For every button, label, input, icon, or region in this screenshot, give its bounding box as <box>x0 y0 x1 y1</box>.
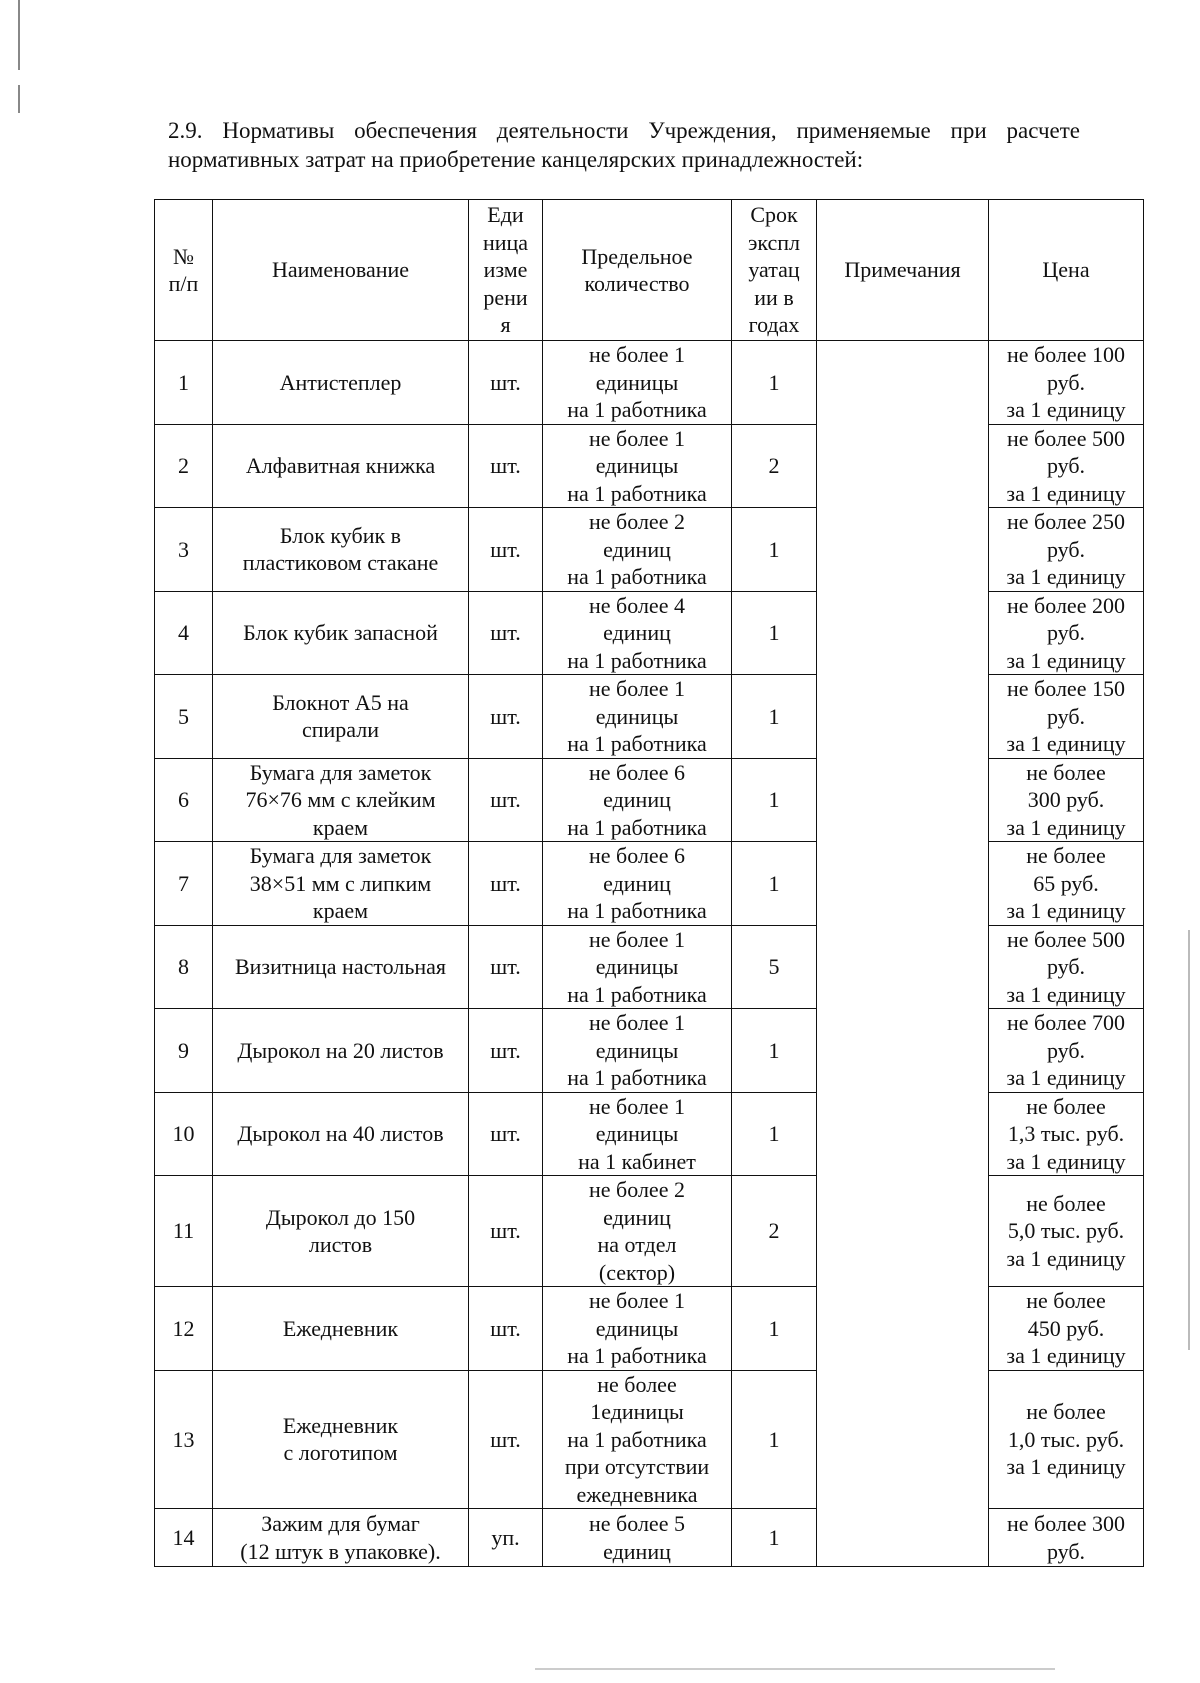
row-number-cell: 13 <box>155 1370 213 1509</box>
cell-line: не более <box>1026 1093 1106 1119</box>
header-notes <box>817 200 989 341</box>
cell-line: не более 1 <box>589 1010 685 1035</box>
quantity-cell <box>543 1509 732 1567</box>
unit-cell: шт. <box>469 1176 543 1287</box>
row-number-cell: 1 <box>155 341 213 425</box>
cell-line: на 1 работника <box>567 647 707 673</box>
cell-line: руб. <box>1046 369 1086 395</box>
cell-line: краем <box>312 898 369 923</box>
cell-line: Ежедневник <box>282 1412 399 1438</box>
cell-line: за 1 единицу <box>1006 397 1126 422</box>
cell-line: не более 300 <box>1007 1511 1125 1536</box>
header-unit <box>469 200 543 341</box>
item-name-cell <box>213 842 469 926</box>
price-cell <box>989 1509 1144 1567</box>
cell-line: Дырокол на 20 листов <box>237 1037 444 1063</box>
cell-line: рени <box>483 284 528 310</box>
price-cell <box>989 1287 1144 1371</box>
header-quantity <box>543 200 732 341</box>
term-cell: 1 <box>732 1370 817 1509</box>
quantity-cell <box>543 758 732 842</box>
cell-line: не более 2 <box>589 1177 685 1202</box>
table-row <box>155 341 1144 425</box>
table-row <box>155 675 1144 759</box>
cell-line: не более 100 <box>1007 342 1125 367</box>
header-term <box>732 200 817 341</box>
unit-cell: шт. <box>469 424 543 508</box>
quantity-cell <box>543 591 732 675</box>
quantity-cell <box>543 508 732 592</box>
row-number-cell: 14 <box>155 1509 213 1567</box>
cell-line: Примечания <box>844 257 961 283</box>
cell-line: руб. <box>1046 453 1086 478</box>
item-name-cell <box>213 1509 469 1567</box>
cell-line: 450 руб. <box>1027 1315 1105 1341</box>
row-number-cell: 12 <box>155 1287 213 1371</box>
unit-cell: уп. <box>469 1509 543 1567</box>
price-cell <box>989 925 1144 1009</box>
cell-line: за 1 единицу <box>1006 480 1126 506</box>
item-name-cell <box>213 1287 469 1371</box>
cell-line: на 1 работника <box>567 981 707 1007</box>
row-number-cell: 5 <box>155 675 213 759</box>
cell-line: не более 1 <box>589 1288 685 1313</box>
cell-line: 1,0 тыс. руб. <box>1007 1426 1125 1452</box>
cell-line: 1,3 тыс. руб. <box>1007 1121 1125 1146</box>
cell-line: за 1 единицу <box>1006 647 1126 673</box>
cell-line: я <box>500 312 511 338</box>
cell-line: на 1 кабинет <box>578 1148 696 1174</box>
term-cell: 1 <box>732 1009 817 1093</box>
cell-line: за 1 единицу <box>1006 1343 1126 1368</box>
cell-line: за 1 единицу <box>1006 731 1126 756</box>
cell-line: не более 200 <box>1007 592 1125 618</box>
cell-line: уатац <box>748 257 800 283</box>
cell-line: не более 2 <box>589 509 685 534</box>
cell-line: единицы <box>595 1121 679 1146</box>
cell-line: количество <box>584 271 690 296</box>
cell-line: за 1 единицу <box>1006 981 1126 1007</box>
cell-line: Цена <box>1042 257 1090 283</box>
cell-line: Блокнот А5 на <box>272 689 409 715</box>
item-name-cell <box>213 675 469 759</box>
stationery-norms-table <box>154 199 1144 1567</box>
price-cell <box>989 424 1144 508</box>
cell-line: Дырокол на 40 листов <box>237 1121 444 1146</box>
cell-line: руб. <box>1046 620 1086 645</box>
row-number-cell: 10 <box>155 1092 213 1176</box>
quantity-cell <box>543 1370 732 1509</box>
cell-line: не более <box>1026 843 1106 868</box>
item-name-cell <box>213 424 469 508</box>
table-body <box>155 341 1144 1567</box>
quantity-cell <box>543 1092 732 1176</box>
price-cell <box>989 675 1144 759</box>
cell-line: руб. <box>1046 703 1086 729</box>
table-row <box>155 842 1144 926</box>
cell-line: Еди <box>487 202 524 228</box>
cell-line: на 1 работника <box>567 731 707 756</box>
cell-line: единиц <box>603 536 671 562</box>
cell-line: единицы <box>595 453 679 478</box>
item-name-cell <box>213 758 469 842</box>
cell-line: не более 700 <box>1007 1010 1125 1035</box>
cell-line: не более 6 <box>589 843 685 868</box>
cell-line: Бумага для заметок <box>249 759 432 785</box>
term-cell: 1 <box>732 591 817 675</box>
header-number <box>155 200 213 341</box>
term-cell: 1 <box>732 508 817 592</box>
cell-line: экспл <box>747 229 801 255</box>
term-cell: 1 <box>732 341 817 425</box>
cell-line: единиц <box>603 620 671 645</box>
price-cell <box>989 1009 1144 1093</box>
cell-line: единиц <box>603 1204 671 1230</box>
unit-cell: шт. <box>469 1287 543 1371</box>
item-name-cell <box>213 341 469 425</box>
table-header-row <box>155 200 1144 341</box>
item-name-cell <box>213 1092 469 1176</box>
term-cell: 1 <box>732 1092 817 1176</box>
cell-line: на 1 работника <box>567 480 707 506</box>
item-name-cell <box>213 508 469 592</box>
cell-line: руб. <box>1046 954 1086 979</box>
term-cell: 1 <box>732 1287 817 1371</box>
cell-line: изме <box>483 257 528 283</box>
quantity-cell <box>543 842 732 926</box>
price-cell <box>989 842 1144 926</box>
cell-line: руб. <box>1046 1538 1086 1564</box>
unit-cell: шт. <box>469 925 543 1009</box>
table-row <box>155 591 1144 675</box>
cell-line: за 1 единицу <box>1006 564 1126 589</box>
cell-line: п/п <box>168 271 199 296</box>
cell-line: с логотипом <box>283 1440 398 1466</box>
cell-line: 1единицы <box>590 1399 684 1424</box>
cell-line: Антистеплер <box>279 369 402 395</box>
term-cell: 1 <box>732 758 817 842</box>
table-row <box>155 1509 1144 1567</box>
unit-cell: шт. <box>469 1092 543 1176</box>
section-intro-paragraph <box>168 116 1080 174</box>
price-cell <box>989 1370 1144 1509</box>
cell-line: № <box>173 243 194 269</box>
cell-line: не более <box>1026 1190 1106 1216</box>
price-cell <box>989 508 1144 592</box>
cell-line: (сектор) <box>598 1259 676 1285</box>
price-cell <box>989 591 1144 675</box>
cell-line: спирали <box>301 717 380 743</box>
unit-cell: шт. <box>469 508 543 592</box>
scan-margin-mark <box>18 85 20 113</box>
cell-line: за 1 единицу <box>1006 1245 1126 1271</box>
cell-line: Зажим для бумаг <box>261 1511 420 1536</box>
cell-line: Бумага для заметок <box>249 843 432 868</box>
cell-line: руб. <box>1046 1037 1086 1063</box>
cell-line: за 1 единицу <box>1006 898 1126 923</box>
unit-cell: шт. <box>469 1370 543 1509</box>
cell-line: 38×51 мм с липким <box>249 870 432 896</box>
item-name-cell <box>213 1009 469 1093</box>
unit-cell: шт. <box>469 591 543 675</box>
cell-line: Срок <box>750 202 798 228</box>
item-name-cell <box>213 925 469 1009</box>
cell-line: не более 1 <box>589 926 685 952</box>
quantity-cell <box>543 341 732 425</box>
table-row <box>155 1092 1144 1176</box>
cell-line: ница <box>482 229 529 255</box>
cell-line: (12 штук в упаковке). <box>240 1538 441 1564</box>
cell-line: не более 1 <box>589 676 685 701</box>
quantity-cell <box>543 1176 732 1287</box>
cell-line: 65 руб. <box>1033 870 1099 896</box>
table-row <box>155 1370 1144 1509</box>
cell-line: единицы <box>595 954 679 979</box>
notes-cell <box>817 341 989 1567</box>
cell-line: Ежедневник <box>282 1315 399 1341</box>
quantity-cell <box>543 1287 732 1371</box>
cell-line: не более <box>1026 1288 1106 1313</box>
row-number-cell: 8 <box>155 925 213 1009</box>
unit-cell: шт. <box>469 1009 543 1093</box>
cell-line: пластиковом стакане <box>242 550 439 576</box>
term-cell: 2 <box>732 424 817 508</box>
cell-line: не более <box>1026 1399 1106 1424</box>
cell-line: 5,0 тыс. руб. <box>1007 1218 1125 1244</box>
scan-margin-mark <box>1188 930 1190 1350</box>
cell-line: Блок кубик в <box>279 522 402 548</box>
cell-line: единиц <box>603 1538 671 1564</box>
table-row <box>155 925 1144 1009</box>
intro-line: нормативных затрат на приобретение канцелярских принадлежностей: <box>168 147 864 172</box>
quantity-cell <box>543 424 732 508</box>
table-row <box>155 1287 1144 1371</box>
table-row <box>155 758 1144 842</box>
cell-line: не более 1 <box>589 1093 685 1119</box>
cell-line: на 1 работника <box>567 1426 707 1452</box>
cell-line: на 1 работника <box>567 1343 707 1368</box>
cell-line: ежедневника <box>576 1481 698 1507</box>
cell-line: единицы <box>595 1037 679 1063</box>
header-price <box>989 200 1144 341</box>
cell-line: Визитница настольная <box>234 954 447 979</box>
table-row <box>155 1176 1144 1287</box>
cell-line: Предельное <box>581 243 693 269</box>
cell-line: не более 6 <box>589 759 685 785</box>
cell-line: единицы <box>595 1315 679 1341</box>
cell-line: Наименование <box>271 257 410 283</box>
price-cell <box>989 1176 1144 1287</box>
cell-line: на отдел <box>597 1232 677 1257</box>
header-name <box>213 200 469 341</box>
cell-line: на 1 работника <box>567 564 707 589</box>
cell-line: за 1 единицу <box>1006 1065 1126 1090</box>
cell-line: 300 руб. <box>1027 787 1105 812</box>
price-cell <box>989 758 1144 842</box>
row-number-cell: 2 <box>155 424 213 508</box>
cell-line: руб. <box>1046 536 1086 562</box>
unit-cell: шт. <box>469 758 543 842</box>
price-cell <box>989 1092 1144 1176</box>
unit-cell: шт. <box>469 675 543 759</box>
term-cell: 1 <box>732 1509 817 1567</box>
cell-line: на 1 работника <box>567 814 707 840</box>
row-number-cell: 7 <box>155 842 213 926</box>
term-cell: 1 <box>732 675 817 759</box>
cell-line: Блок кубик запасной <box>243 620 438 645</box>
cell-line: не более 500 <box>1007 926 1125 952</box>
cell-line: за 1 единицу <box>1006 814 1126 840</box>
row-number-cell: 9 <box>155 1009 213 1093</box>
row-number-cell: 4 <box>155 591 213 675</box>
cell-line: не более 1 <box>589 342 685 367</box>
cell-line: не более <box>597 1371 677 1397</box>
cell-line: на 1 работника <box>567 397 707 422</box>
intro-line: 2.9. Нормативы обеспечения деятельности Учреждения, применяемые при расчете <box>168 118 1080 143</box>
cell-line: не более <box>1026 759 1106 785</box>
price-cell <box>989 341 1144 425</box>
cell-line: за 1 единицу <box>1006 1148 1126 1174</box>
quantity-cell <box>543 675 732 759</box>
cell-line: единиц <box>603 870 671 896</box>
scan-margin-mark <box>18 0 20 70</box>
item-name-cell <box>213 1370 469 1509</box>
table-row <box>155 424 1144 508</box>
cell-line: не более 250 <box>1007 509 1125 534</box>
unit-cell: шт. <box>469 842 543 926</box>
term-cell: 5 <box>732 925 817 1009</box>
cell-line: ии в <box>754 284 794 310</box>
cell-line: Алфавитная книжка <box>245 453 436 478</box>
cell-line: краем <box>312 814 369 840</box>
cell-line: не более 1 <box>589 425 685 451</box>
row-number-cell: 6 <box>155 758 213 842</box>
cell-line: не более 4 <box>589 592 685 618</box>
term-cell: 1 <box>732 842 817 926</box>
cell-line: Дырокол до 150 <box>265 1204 416 1230</box>
cell-line: 76×76 мм с клейким <box>245 787 436 812</box>
cell-line: на 1 работника <box>567 898 707 923</box>
cell-line: не более 500 <box>1007 425 1125 451</box>
cell-line: единиц <box>603 787 671 812</box>
cell-line: при отсутствии <box>564 1454 710 1479</box>
term-cell: 2 <box>732 1176 817 1287</box>
cell-line: единицы <box>595 369 679 395</box>
scan-margin-mark <box>535 1668 1055 1670</box>
cell-line: не более 5 <box>589 1511 685 1536</box>
quantity-cell <box>543 1009 732 1093</box>
row-number-cell: 11 <box>155 1176 213 1287</box>
item-name-cell <box>213 1176 469 1287</box>
quantity-cell <box>543 925 732 1009</box>
cell-line: листов <box>308 1232 373 1257</box>
table-row <box>155 1009 1144 1093</box>
cell-line: не более 150 <box>1007 676 1125 701</box>
unit-cell: шт. <box>469 341 543 425</box>
cell-line: на 1 работника <box>567 1065 707 1090</box>
row-number-cell: 3 <box>155 508 213 592</box>
table-row <box>155 508 1144 592</box>
cell-line: за 1 единицу <box>1006 1454 1126 1479</box>
item-name-cell <box>213 591 469 675</box>
cell-line: единицы <box>595 703 679 729</box>
cell-line: годах <box>748 312 800 338</box>
